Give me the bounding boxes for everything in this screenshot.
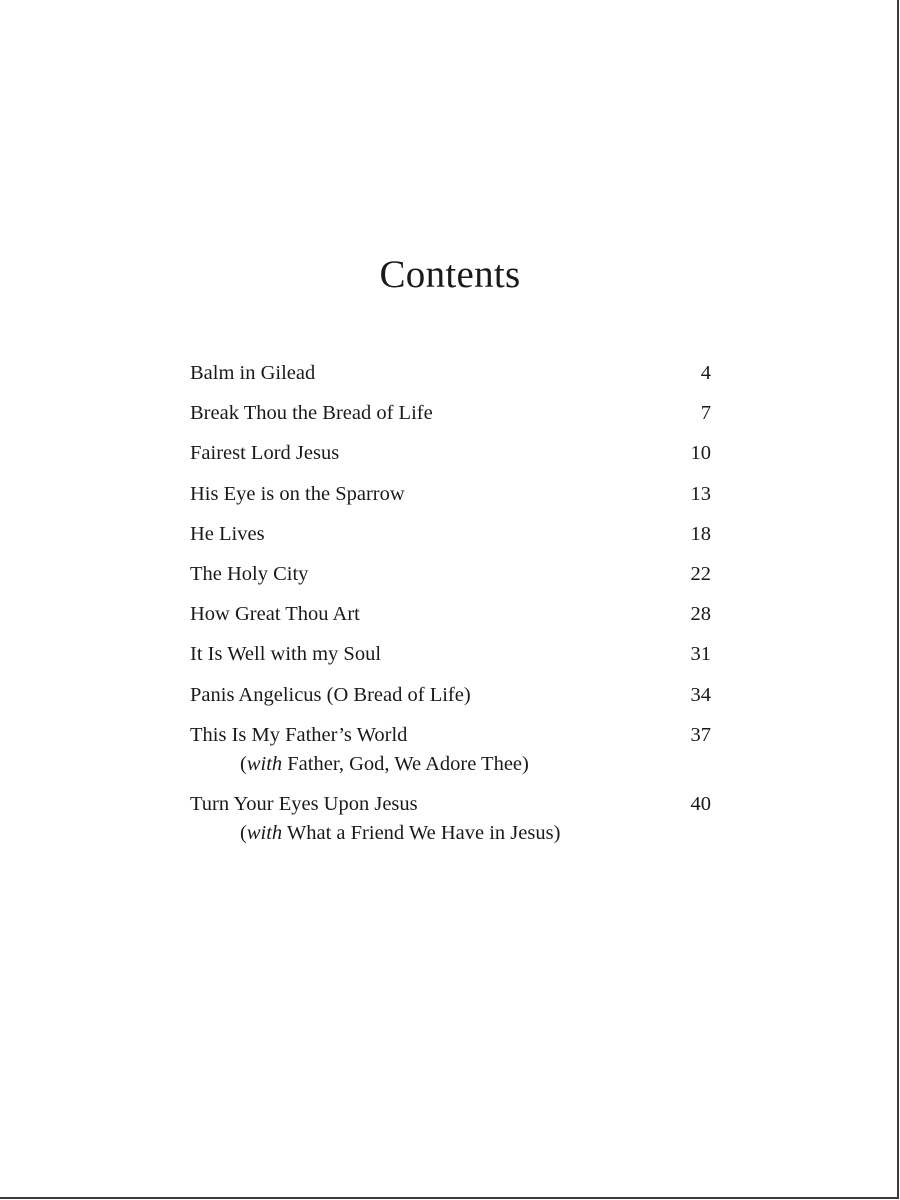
toc-entry-page: 7 xyxy=(700,402,711,425)
toc-entry[interactable] xyxy=(190,358,711,388)
toc-entry-page: 40 xyxy=(690,792,711,815)
toc-entry-title: Fairest Lord Jesus xyxy=(190,442,340,465)
table-of-contents xyxy=(190,358,711,858)
toc-entry-page: 28 xyxy=(690,603,711,626)
toc-entry-page: 37 xyxy=(690,723,711,746)
toc-entry-subtitle xyxy=(190,818,711,848)
toc-entry-page: 13 xyxy=(690,482,711,505)
subtitle-with: with xyxy=(246,821,283,844)
toc-entry-title: Turn Your Eyes Upon Jesus xyxy=(190,792,418,815)
toc-entry-title: The Holy City xyxy=(190,562,309,585)
toc-entry-title: Panis Angelicus (O Bread of Life) xyxy=(190,683,471,706)
toc-entry[interactable] xyxy=(190,720,711,779)
toc-entry-page: 10 xyxy=(690,442,711,465)
toc-entry[interactable] xyxy=(190,559,711,589)
page-title: Contents xyxy=(379,253,521,296)
toc-entry-page: 34 xyxy=(690,683,711,706)
subtitle-text: What a Friend We Have in Jesus) xyxy=(282,821,561,844)
toc-entry[interactable] xyxy=(190,479,711,509)
toc-entry-title: Balm in Gilead xyxy=(190,362,316,384)
toc-entry-title: How Great Thou Art xyxy=(190,603,360,626)
toc-entry-title: This Is My Father’s World xyxy=(190,723,408,746)
toc-entry-title: Break Thou the Bread of Life xyxy=(190,402,433,425)
toc-entry[interactable] xyxy=(190,639,711,669)
toc-entry-page: 22 xyxy=(690,562,711,585)
toc-entry[interactable] xyxy=(190,398,711,428)
toc-entry[interactable] xyxy=(190,519,711,549)
subtitle-open-paren: ( xyxy=(240,821,247,844)
subtitle-text: Father, God, We Adore Thee) xyxy=(282,752,529,775)
toc-entry-title: He Lives xyxy=(190,522,265,545)
subtitle-with: with xyxy=(246,752,283,775)
toc-entry-subtitle xyxy=(190,749,711,779)
toc-entry-title: It Is Well with my Soul xyxy=(190,643,382,666)
toc-entry-page: 4 xyxy=(700,362,711,384)
toc-entry[interactable] xyxy=(190,599,711,629)
toc-entry[interactable] xyxy=(190,680,711,710)
toc-entry-page: 18 xyxy=(690,522,711,545)
subtitle-open-paren: ( xyxy=(240,752,247,775)
toc-entry[interactable] xyxy=(190,438,711,468)
toc-entry-title: His Eye is on the Sparrow xyxy=(190,482,405,505)
toc-entry[interactable] xyxy=(190,789,711,848)
toc-entry-page: 31 xyxy=(690,643,711,666)
